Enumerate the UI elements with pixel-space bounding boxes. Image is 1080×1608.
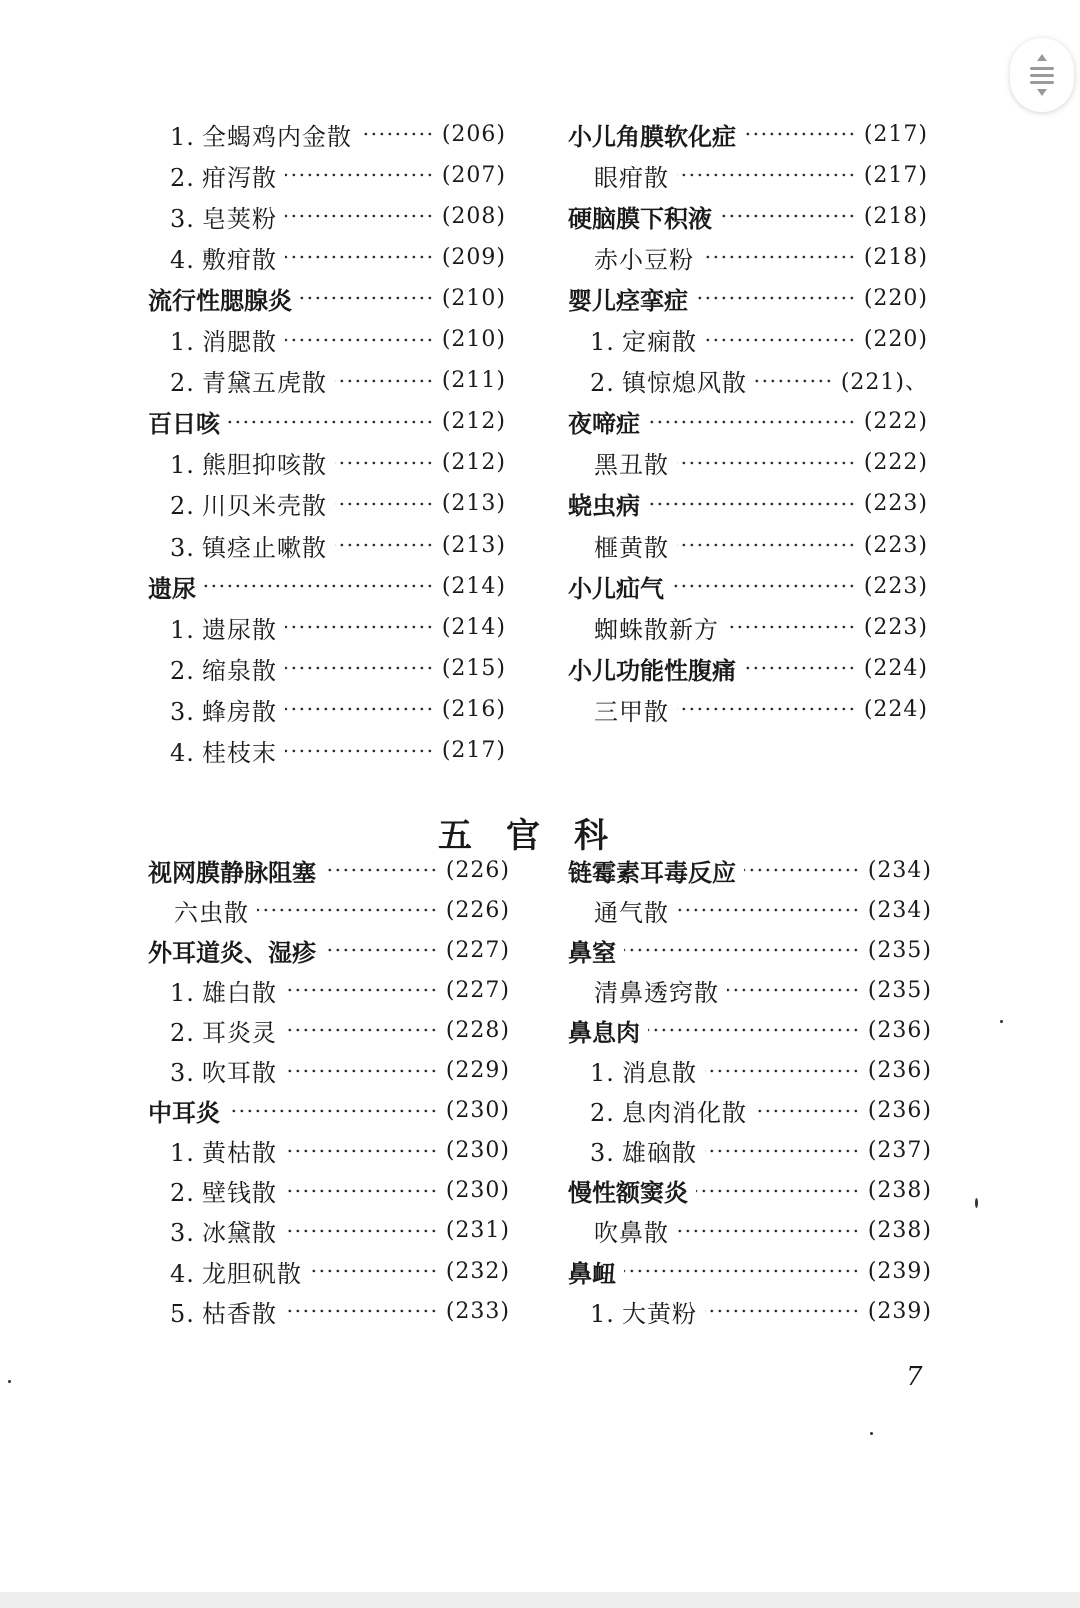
toc-entry-label: 黑丑散 xyxy=(594,451,669,480)
dot-leader xyxy=(285,1189,438,1193)
toc-entry-number: 2. xyxy=(590,1099,615,1128)
toc-entry xyxy=(568,1055,932,1087)
toc-page-reference: (209) xyxy=(441,244,506,270)
toc-page-reference: (231) xyxy=(445,1218,510,1244)
toc-page-reference: (236) xyxy=(867,1017,932,1043)
dot-leader xyxy=(228,420,434,424)
scan-speck xyxy=(870,1432,873,1435)
toc-page-reference: (226) xyxy=(445,897,510,923)
toc-entry-number: 1. xyxy=(170,328,195,356)
toc-page-reference: (230) xyxy=(445,1098,510,1124)
toc-page-reference: (213) xyxy=(441,491,506,517)
toc-entry-label: 蜂房散 xyxy=(202,697,277,726)
toc-entry-label: 枯香散 xyxy=(202,1299,277,1328)
toc-entry xyxy=(568,1135,932,1167)
dot-leader xyxy=(696,296,856,300)
toc-entry xyxy=(568,159,928,191)
toc-entry-label: 黄枯散 xyxy=(202,1139,277,1168)
toc-entry-number: 1. xyxy=(590,1059,615,1087)
toc-entry xyxy=(148,693,506,725)
toc-page-reference: (224) xyxy=(863,696,928,722)
toc-page-reference: (213) xyxy=(441,532,506,558)
toc-page-reference: (214) xyxy=(441,614,506,640)
toc-page-reference: (212) xyxy=(441,409,506,435)
toc-entry xyxy=(148,241,506,273)
toc-section-heading xyxy=(148,406,506,438)
dot-leader xyxy=(285,1229,438,1233)
toc-entry-number: 4. xyxy=(170,739,195,767)
toc-page-reference: (232) xyxy=(445,1258,510,1284)
toc-entry-number: 3. xyxy=(170,533,195,562)
toc-entry-label: 吹耳散 xyxy=(202,1059,277,1087)
toc-page-reference: (223) xyxy=(863,532,928,558)
toc-entry xyxy=(148,1055,510,1087)
toc-section-heading xyxy=(568,118,928,150)
toc-page-reference: (211) xyxy=(441,368,506,394)
toc-page-reference: (234) xyxy=(867,857,932,883)
toc-heading-label: 小儿角膜软化症 xyxy=(568,121,736,151)
dot-leader xyxy=(285,338,434,342)
toc-entry-number: 1. xyxy=(170,122,195,151)
toc-heading-label: 硬脑膜下积液 xyxy=(568,203,712,233)
toc-page-reference: (230) xyxy=(445,1138,510,1164)
toc-section-heading xyxy=(148,934,510,966)
toc-entry-label: 全蝎鸡内金散 xyxy=(202,122,352,151)
toc-entry-label: 息肉消化散 xyxy=(622,1099,747,1128)
toc-section-heading xyxy=(568,200,928,232)
toc-heading-label: 百日咳 xyxy=(148,409,220,439)
dot-leader xyxy=(677,173,856,177)
dot-leader xyxy=(705,1309,860,1313)
dot-leader xyxy=(335,461,434,465)
toc-page-reference: (239) xyxy=(867,1258,932,1284)
toc-entry xyxy=(148,488,506,520)
toc-heading-label: 外耳道炎、湿疹 xyxy=(148,937,316,967)
dot-leader xyxy=(744,868,860,872)
toc-entry-label: 大黄粉 xyxy=(622,1299,697,1328)
toc-page-reference: (233) xyxy=(445,1298,510,1324)
dot-leader xyxy=(624,948,860,952)
toc-entry-label: 吹鼻散 xyxy=(594,1219,669,1248)
dot-leader xyxy=(727,625,856,629)
toc-page-reference: (207) xyxy=(441,162,506,188)
toc-page-reference: (218) xyxy=(863,203,928,229)
toc-page-reference: (221)、 xyxy=(840,370,928,396)
toc-entry-number: 1. xyxy=(590,328,615,356)
toc-entry-number: 1. xyxy=(170,615,195,644)
toc-page-reference: (217) xyxy=(441,738,506,763)
toc-section-heading xyxy=(568,1014,932,1046)
toc-section-heading xyxy=(148,282,506,314)
toc-entry xyxy=(568,1095,932,1127)
toc-section-heading xyxy=(148,854,510,886)
toc-page-reference: (224) xyxy=(863,655,928,681)
toc-entry xyxy=(148,974,510,1006)
toc-entry-number: 2. xyxy=(170,656,195,685)
toc-entry xyxy=(148,118,506,150)
dot-leader xyxy=(335,502,434,506)
dot-leader xyxy=(696,1189,860,1193)
toc-page-reference: (222) xyxy=(863,409,928,435)
dot-leader xyxy=(285,666,434,670)
toc-heading-label: 小儿疝气 xyxy=(568,573,664,603)
dot-leader xyxy=(720,214,856,218)
toc-entry-number: 3. xyxy=(170,1059,195,1087)
toc-entry xyxy=(148,1255,510,1287)
dot-leader xyxy=(285,1309,438,1313)
toc-entry-number: 3. xyxy=(590,1139,615,1168)
dot-leader xyxy=(744,132,856,136)
toc-entry xyxy=(148,611,506,643)
toc-entry-label: 眼疳散 xyxy=(594,163,669,192)
toc-entry xyxy=(148,159,506,191)
dot-leader xyxy=(285,707,434,711)
toc-entry-number: 2. xyxy=(170,1018,195,1047)
toc-entry-number: 4. xyxy=(170,245,195,274)
toc-heading-label: 蛲虫病 xyxy=(568,491,640,521)
toc-heading-label: 鼻衄 xyxy=(568,1258,616,1288)
toc-page-reference: (208) xyxy=(441,203,506,229)
toc-entry xyxy=(568,974,932,1006)
dot-leader xyxy=(755,1109,860,1113)
dot-leader xyxy=(727,988,860,992)
dot-leader xyxy=(360,132,434,136)
toc-page-reference: (214) xyxy=(441,573,506,599)
toc-entry-label: 缩泉散 xyxy=(202,656,277,685)
toc-page-reference: (223) xyxy=(863,491,928,517)
toc-page-reference: (239) xyxy=(867,1298,932,1324)
toc-page-reference: (234) xyxy=(867,897,932,923)
toc-entry xyxy=(148,652,506,684)
toc-entry-label: 雄白散 xyxy=(202,978,277,1007)
toc-entry xyxy=(568,693,928,725)
toc-heading-label: 鼻窒 xyxy=(568,937,616,967)
dot-leader xyxy=(705,338,856,342)
scroll-handle[interactable] xyxy=(1010,38,1074,112)
page-number: 7 xyxy=(906,1362,923,1392)
toc-page-reference: (212) xyxy=(441,450,506,476)
toc-page-reference: (227) xyxy=(445,977,510,1003)
toc-page-reference: (230) xyxy=(445,1178,510,1204)
toc-entry-number: 2. xyxy=(170,1179,195,1208)
dot-leader xyxy=(705,1069,860,1073)
dot-leader xyxy=(677,543,856,547)
toc-page-reference: (222) xyxy=(863,450,928,476)
scan-speck xyxy=(8,1380,11,1383)
toc-page-reference: (217) xyxy=(863,121,928,147)
toc-entry-label: 川贝米壳散 xyxy=(202,492,327,521)
toc-heading-label: 中耳炎 xyxy=(148,1098,220,1128)
toc-entry-label: 龙胆矾散 xyxy=(202,1259,302,1288)
toc-page-reference: (220) xyxy=(863,285,928,311)
toc-section-heading xyxy=(568,652,928,684)
dot-leader xyxy=(335,379,434,383)
toc-entry-number: 3. xyxy=(170,204,195,233)
toc-entry-label: 消息散 xyxy=(622,1059,697,1087)
dot-leader xyxy=(285,255,434,259)
toc-page-reference: (217) xyxy=(863,162,928,188)
toc-page-reference: (227) xyxy=(445,937,510,963)
toc-entry-label: 镇惊熄风散 xyxy=(622,369,747,398)
toc-page-reference: (238) xyxy=(867,1218,932,1244)
toc-heading-label: 鼻息肉 xyxy=(568,1017,640,1047)
dot-leader xyxy=(285,749,434,753)
toc-entry-label: 清鼻透窍散 xyxy=(594,978,719,1007)
toc-section-heading xyxy=(148,570,506,602)
toc-entry-label: 冰黛散 xyxy=(202,1219,277,1248)
toc-entry-label: 熊胆抑咳散 xyxy=(202,451,327,480)
toc-entry xyxy=(568,241,928,273)
toc-entry xyxy=(568,611,928,643)
scan-speck xyxy=(975,1198,978,1208)
dot-leader xyxy=(677,1229,860,1233)
toc-heading-label: 慢性额窦炎 xyxy=(568,1178,688,1208)
toc-page-reference: (237) xyxy=(867,1138,932,1164)
dot-leader xyxy=(285,988,438,992)
toc-entry xyxy=(568,529,928,561)
toc-entry-number: 3. xyxy=(170,1219,195,1248)
toc-section-heading xyxy=(148,1095,510,1127)
dot-leader xyxy=(285,1028,438,1032)
toc-page-reference: (238) xyxy=(867,1178,932,1204)
toc-entry-number: 2. xyxy=(170,369,195,398)
bottom-bar xyxy=(0,1592,1080,1608)
toc-entry-number: 3. xyxy=(170,697,195,726)
toc-entry-label: 皂荚粉 xyxy=(202,204,277,233)
toc-entry-label: 遗尿散 xyxy=(202,615,277,644)
toc-entry-label: 三甲散 xyxy=(594,697,669,726)
dot-leader xyxy=(285,173,434,177)
toc-page-reference: (210) xyxy=(441,285,506,311)
dot-leader xyxy=(677,461,856,465)
toc-entry-label: 六虫散 xyxy=(174,898,249,927)
dot-leader xyxy=(285,625,434,629)
toc-entry xyxy=(148,894,510,926)
toc-entry xyxy=(148,1215,510,1247)
toc-entry-number: 2. xyxy=(170,163,195,192)
dot-leader xyxy=(705,1149,860,1153)
toc-entry-label: 雄硇散 xyxy=(622,1139,697,1168)
toc-entry-number: 5. xyxy=(170,1299,195,1328)
toc-entry-label: 镇痉止嗽散 xyxy=(202,533,327,562)
toc-page-reference: (226) xyxy=(445,857,510,883)
toc-entry-label: 耳炎灵 xyxy=(202,1018,277,1047)
dot-leader xyxy=(648,1028,860,1032)
toc-page-reference: (235) xyxy=(867,937,932,963)
toc-entry-label: 通气散 xyxy=(594,898,669,927)
toc-entry xyxy=(568,324,928,356)
toc-heading-label: 遗尿 xyxy=(148,573,196,603)
toc-entry xyxy=(148,324,506,356)
toc-entry-number: 1. xyxy=(170,978,195,1007)
toc-page-reference: (215) xyxy=(441,655,506,681)
dot-leader xyxy=(324,868,438,872)
toc-entry xyxy=(148,529,506,561)
toc-entry-label: 桂枝末 xyxy=(202,739,277,767)
dot-leader xyxy=(324,948,438,952)
toc-page-reference: (206) xyxy=(441,121,506,147)
toc-page-reference: (220) xyxy=(863,327,928,352)
dot-leader xyxy=(755,379,833,383)
toc-heading-label: 流行性腮腺炎 xyxy=(148,285,292,315)
dot-leader xyxy=(648,420,856,424)
toc-section-heading xyxy=(568,488,928,520)
dot-leader xyxy=(285,1069,438,1073)
dot-leader xyxy=(335,543,434,547)
toc-section-heading xyxy=(568,854,932,886)
toc-entry-label: 蜘蛛散新方 xyxy=(594,615,719,644)
toc-page-reference: (236) xyxy=(867,1098,932,1124)
toc-entry xyxy=(148,365,506,397)
toc-heading-label: 视网膜静脉阻塞 xyxy=(148,857,316,887)
dot-leader xyxy=(285,1149,438,1153)
toc-entry xyxy=(148,1135,510,1167)
dot-leader xyxy=(257,908,438,912)
toc-heading-label: 链霉素耳毒反应 xyxy=(568,857,736,887)
toc-entry xyxy=(568,447,928,479)
toc-entry-label: 榧黄散 xyxy=(594,533,669,562)
toc-page-reference: (228) xyxy=(445,1017,510,1043)
toc-section-heading xyxy=(568,282,928,314)
toc-entry-number: 1. xyxy=(590,1299,615,1328)
dot-leader xyxy=(228,1109,438,1113)
toc-entry-number: 2. xyxy=(590,369,615,398)
dot-leader xyxy=(300,296,434,300)
toc-heading-label: 小儿功能性腹痛 xyxy=(568,655,736,685)
toc-section-heading xyxy=(568,934,932,966)
toc-entry xyxy=(148,1295,510,1327)
toc-page-reference: (216) xyxy=(441,696,506,722)
toc-entry xyxy=(148,1014,510,1046)
toc-entry xyxy=(148,200,506,232)
toc-entry-label: 敷疳散 xyxy=(202,245,277,274)
toc-section-heading xyxy=(568,1255,932,1287)
toc-entry-number: 1. xyxy=(170,451,195,480)
dot-leader xyxy=(648,502,856,506)
toc-entry xyxy=(148,447,506,479)
dot-leader xyxy=(624,1269,860,1273)
toc-page-reference: (235) xyxy=(867,977,932,1003)
dot-leader xyxy=(285,214,434,218)
toc-section-heading xyxy=(568,1175,932,1207)
toc-entry-label: 青黛五虎散 xyxy=(202,369,327,398)
dot-leader xyxy=(702,255,856,259)
toc-entry xyxy=(148,735,506,767)
toc-page-reference: (210) xyxy=(441,327,506,352)
dot-leader xyxy=(744,666,856,670)
toc-entry xyxy=(148,1175,510,1207)
toc-page-reference: (223) xyxy=(863,614,928,640)
toc-entry-label: 壁钱散 xyxy=(202,1179,277,1208)
toc-page-reference: (218) xyxy=(863,244,928,270)
toc-section-heading xyxy=(568,406,928,438)
toc-page-reference: (236) xyxy=(867,1058,932,1083)
dot-leader xyxy=(672,584,856,588)
toc-entry-number: 4. xyxy=(170,1259,195,1288)
dot-leader xyxy=(677,908,860,912)
section-title: 五官科 xyxy=(438,816,642,856)
toc-heading-label: 婴儿痉挛症 xyxy=(568,285,688,315)
toc-entry-number: 1. xyxy=(170,1139,195,1168)
scroll-handle-icon xyxy=(1025,50,1059,100)
toc-entry-label: 定痫散 xyxy=(622,328,697,356)
toc-entry-label: 赤小豆粉 xyxy=(594,245,694,274)
toc-entry xyxy=(568,1215,932,1247)
scan-speck xyxy=(1000,1020,1003,1023)
dot-leader xyxy=(204,584,434,588)
toc-heading-label: 夜啼症 xyxy=(568,409,640,439)
toc-section-heading xyxy=(568,570,928,602)
toc-page-reference: (223) xyxy=(863,573,928,599)
toc-page-reference: (229) xyxy=(445,1058,510,1083)
toc-entry-label: 疳泻散 xyxy=(202,163,277,192)
toc-entry-number: 2. xyxy=(170,492,195,521)
toc-entry xyxy=(568,365,928,397)
toc-entry xyxy=(568,894,932,926)
toc-entry-label: 消腮散 xyxy=(202,328,277,356)
toc-entry xyxy=(568,1295,932,1327)
dot-leader xyxy=(310,1269,438,1273)
dot-leader xyxy=(677,707,856,711)
